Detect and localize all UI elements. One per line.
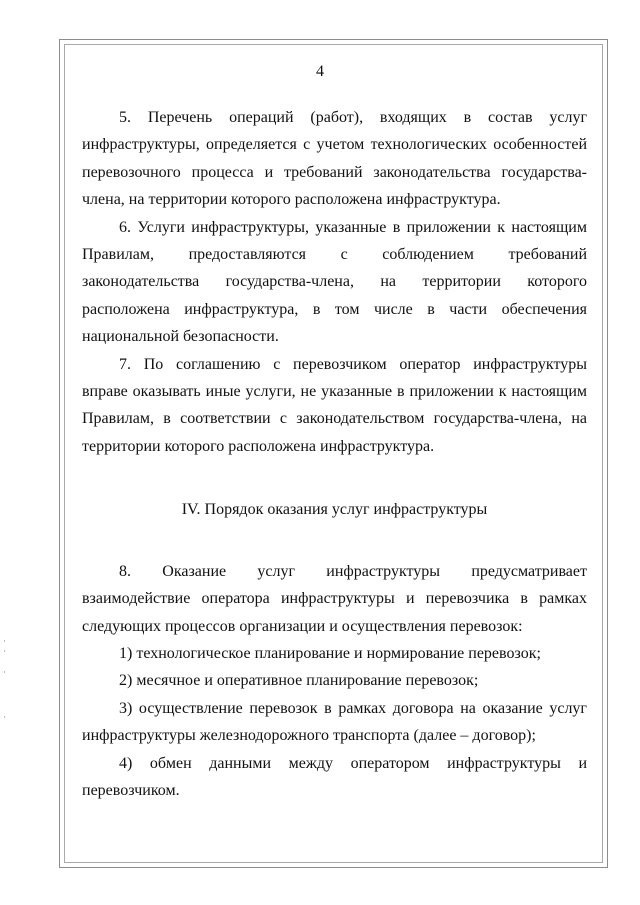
paragraph-7-line-1: 7. По соглашению с перевозчиком оператор инфраструктуры (119, 355, 587, 373)
section-heading: IV. Порядок оказания услуг инфраструктуры (181, 501, 488, 519)
page-number: 4 (316, 63, 324, 80)
paragraph-5-line-2: инфраструктуры, определяется с учетом технологических особенностей (82, 136, 587, 154)
paragraph-5-line-3: перевозочного процесса и требований законодательства государства- (82, 163, 587, 181)
paragraph-5-line-4: члена, на территории которого расположена инфраструктура. (82, 191, 501, 209)
list-item-1: 1) технологическое планирование и нормирование перевозок; (119, 644, 541, 662)
paragraph-6-line-5: национальной безопасности. (82, 328, 279, 346)
paragraph-6-line-4: расположена инфраструктура, в том числе в части обеспечения (82, 300, 587, 318)
list-item-3-line-2: инфраструктуры железнодорожного транспорта (далее – договор); (82, 727, 536, 745)
scan-artifact (4, 671, 5, 673)
scan-artifact (4, 640, 5, 642)
paragraph-8-line-1: 8. Оказание услуг инфраструктуры предусматривает (119, 562, 587, 580)
paragraph-5-line-1: 5. Перечень операций (работ), входящих в состав услуг (119, 109, 587, 126)
paragraph-7-line-4: территории которого расположена инфраструктура. (82, 437, 435, 455)
paragraph-8-line-2: взаимодействие оператора инфраструктуры и перевозчика в рамках (82, 590, 587, 608)
list-item-4-line-1: 4) обмен данными между оператором инфраструктуры и (119, 754, 587, 772)
paragraph-6-line-2: Правилам, предоставляются с соблюдением требований (82, 246, 587, 264)
paragraph-6-line-3: законодательства государства-члена, на территории которого (82, 273, 587, 291)
list-item-4-line-2: перевозчиком. (82, 781, 180, 799)
paragraph-8-line-3: следующих процессов организации и осуществления перевозок: (82, 617, 523, 635)
scan-artifact (4, 650, 5, 652)
paragraph-7-line-3: Правилам, в соответствии с законодательством государства-члена, на (82, 410, 587, 428)
list-item-3-line-1: 3) осуществление перевозок в рамках договора на оказание услуг (119, 699, 587, 717)
document-body (82, 104, 587, 804)
scan-artifact (4, 716, 5, 718)
paragraph-6-line-1: 6. Услуги инфраструктуры, указанные в приложении к настоящим (119, 218, 587, 236)
paragraph-7-line-2: вправе оказывать иные услуги, не указанные в приложении к настоящим (82, 383, 587, 401)
list-item-2: 2) месячное и оперативное планирование перевозок; (119, 672, 479, 690)
